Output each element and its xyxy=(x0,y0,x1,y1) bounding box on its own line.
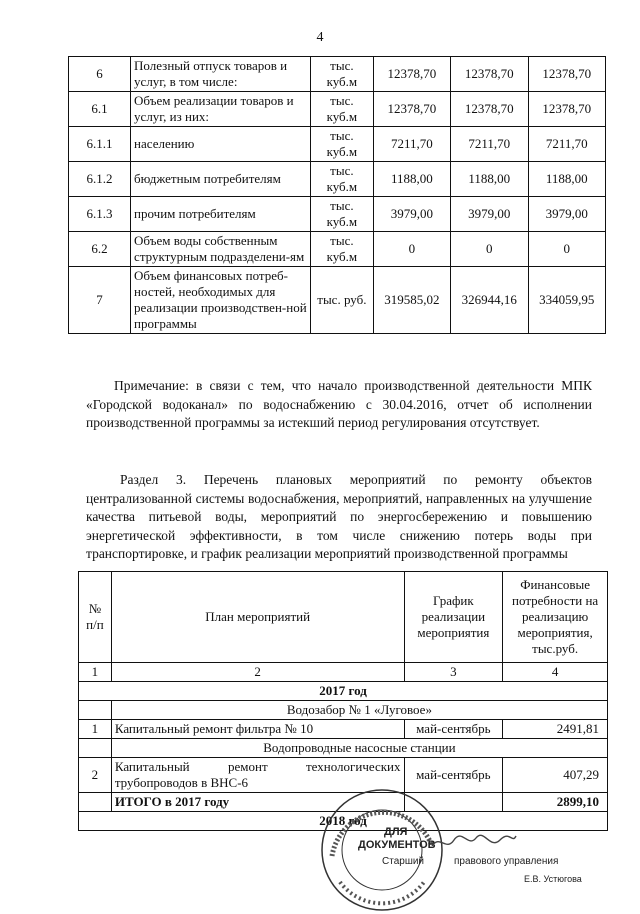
indicator-row xyxy=(69,92,606,127)
measure-2-name: Капитальный ремонт технологических трубопроводов в ВНС-6 xyxy=(111,758,404,793)
section-title: Раздел 3. Перечень плановых мероприятий по ремонту объектов централизованной системы водоснабжения, мероприятий, направленных на улучшение качества питьевой воды, мероприятий по энергосбережению и повышению энергетической эффективности, в том числе снижению потерь воды при транспортировке, и график реализации мероприятий производственной программы xyxy=(86,472,592,561)
indicator-row xyxy=(69,197,606,232)
measure-2-number: 2 xyxy=(79,758,112,793)
indicator-value-3: 1188,00 xyxy=(528,162,605,197)
indicator-number: 6.1.2 xyxy=(69,162,131,197)
indicator-value-2: 3979,00 xyxy=(451,197,528,232)
indicator-value-3: 334059,95 xyxy=(528,267,605,334)
indicator-value-3: 0 xyxy=(528,232,605,267)
indicator-row xyxy=(69,232,606,267)
measure-1-schedule: май-сентябрь xyxy=(404,720,503,739)
indicator-name: Объем финансовых потреб-ностей, необходимых для реализации производствен-ной программы xyxy=(131,267,311,334)
measures-header-row xyxy=(79,572,608,663)
indicator-number: 6.1 xyxy=(69,92,131,127)
indicator-value-2: 1188,00 xyxy=(451,162,528,197)
indicator-row xyxy=(69,127,606,162)
group-1-label: Водозабор № 1 «Луговое» xyxy=(111,701,607,720)
col-number-3: 3 xyxy=(404,663,503,682)
column-number-row xyxy=(79,663,608,682)
header-number: № п/п xyxy=(79,572,112,663)
indicator-number: 6.1.3 xyxy=(69,197,131,232)
indicator-value-2: 12378,70 xyxy=(451,57,528,92)
indicator-value-3: 3979,00 xyxy=(528,197,605,232)
indicator-unit: тыс. куб.м xyxy=(311,232,373,267)
indicator-unit: тыс. куб.м xyxy=(311,127,373,162)
indicator-value-2: 12378,70 xyxy=(451,92,528,127)
indicator-value-1: 12378,70 xyxy=(373,57,450,92)
indicator-value-3: 12378,70 xyxy=(528,92,605,127)
col-number-4: 4 xyxy=(503,663,608,682)
indicator-unit: тыс. куб.м xyxy=(311,197,373,232)
indicator-row xyxy=(69,57,606,92)
total-row-empty xyxy=(79,793,112,812)
header-schedule: График реализации мероприятия xyxy=(404,572,503,663)
group-row-2-empty xyxy=(79,739,112,758)
signature xyxy=(428,830,518,854)
indicator-name: бюджетным потребителям xyxy=(131,162,311,197)
indicator-value-1: 7211,70 xyxy=(373,127,450,162)
indicator-unit: тыс. куб.м xyxy=(311,162,373,197)
indicator-number: 6 xyxy=(69,57,131,92)
total-value: 2899,10 xyxy=(503,793,608,812)
group-row-1-empty xyxy=(79,701,112,720)
indicator-value-2: 0 xyxy=(451,232,528,267)
indicator-row xyxy=(69,162,606,197)
stamp-line-5: Е.В. Устюгова xyxy=(524,874,582,884)
year-2017-label: 2017 год xyxy=(79,682,608,701)
measure-1-number: 1 xyxy=(79,720,112,739)
indicator-value-2: 326944,16 xyxy=(451,267,528,334)
indicator-unit: тыс. куб.м xyxy=(311,57,373,92)
measure-1-name: Капитальный ремонт фильтра № 10 xyxy=(111,720,404,739)
indicator-unit: тыс. куб.м xyxy=(311,92,373,127)
measure-1-cost: 2491,81 xyxy=(503,720,608,739)
col-number-1: 1 xyxy=(79,663,112,682)
indicator-value-1: 319585,02 xyxy=(373,267,450,334)
page-number: 4 xyxy=(316,30,324,45)
indicator-name: прочим потребителям xyxy=(131,197,311,232)
indicator-name: Объем реализации товаров и услуг, из них: xyxy=(131,92,311,127)
year-row-2017 xyxy=(79,682,608,701)
measure-row-1 xyxy=(79,720,608,739)
measure-2-cost: 407,29 xyxy=(503,758,608,793)
group-row-1 xyxy=(79,701,608,720)
stamp-line-3: Старший xyxy=(382,856,425,867)
indicator-number: 6.1.1 xyxy=(69,127,131,162)
year-2018-label: 2018 год xyxy=(79,812,608,831)
measure-2-schedule: май-сентябрь xyxy=(404,758,503,793)
header-plan: План мероприятий xyxy=(111,572,404,663)
indicator-value-1: 0 xyxy=(373,232,450,267)
indicator-name: населению xyxy=(131,127,311,162)
indicator-value-1: 1188,00 xyxy=(373,162,450,197)
indicator-number: 7 xyxy=(69,267,131,334)
indicator-unit: тыс. руб. xyxy=(311,267,373,334)
indicator-row xyxy=(69,267,606,334)
stamp-line-1: ДЛЯ xyxy=(384,826,408,838)
indicator-value-3: 7211,70 xyxy=(528,127,605,162)
header-cost: Финансовые потребности на реализацию мероприятия, тыс.руб. xyxy=(503,572,608,663)
indicator-value-1: 3979,00 xyxy=(373,197,450,232)
stamp-line-2: ДОКУМЕНТОВ xyxy=(358,839,436,851)
total-label: ИТОГО в 2017 году xyxy=(111,793,404,812)
note-paragraph: Примечание: в связи с тем, что начало производственной деятельности МПК «Городской водоканал» по водоснабжению с 30.04.2016, отчет об исполнении производственной программы за истекший период регулирования отсутствует. xyxy=(86,378,592,430)
indicator-number: 6.2 xyxy=(69,232,131,267)
group-row-2 xyxy=(79,739,608,758)
indicator-value-2: 7211,70 xyxy=(451,127,528,162)
indicator-name: Объем воды собственным структурным подразделени-ям xyxy=(131,232,311,267)
indicator-value-3: 12378,70 xyxy=(528,57,605,92)
indicator-value-1: 12378,70 xyxy=(373,92,450,127)
indicator-name: Полезный отпуск товаров и услуг, в том числе: xyxy=(131,57,311,92)
stamp-line-4: правового управления xyxy=(454,856,559,867)
col-number-2: 2 xyxy=(111,663,404,682)
group-2-label: Водопроводные насосные станции xyxy=(111,739,607,758)
indicators-table xyxy=(68,56,606,334)
